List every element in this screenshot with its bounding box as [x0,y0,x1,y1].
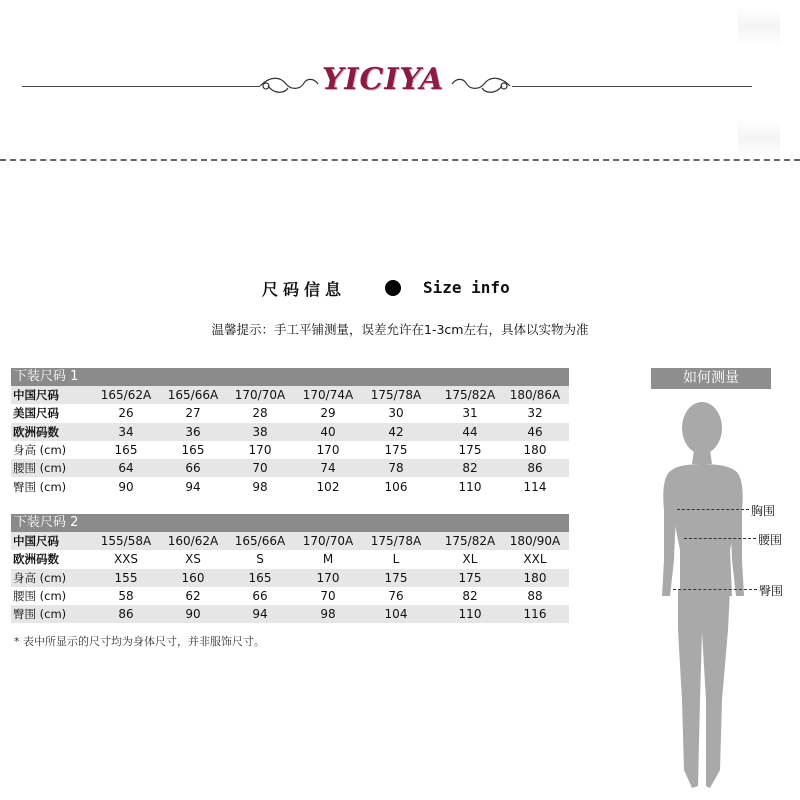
row-label: 中国尺码 [13,388,59,402]
table-cell: 165 [181,442,205,457]
table-cell: 170 [316,570,340,585]
table-cell: 114 [523,479,547,494]
waist-label: 腰围 [758,533,783,547]
table-cell: XS [185,552,201,567]
section-title-en: Size info [423,278,510,297]
table-cell: 62 [185,588,201,603]
table-cell: 30 [388,406,404,421]
table-row [11,423,569,441]
section-divider [0,159,800,161]
row-label: 臀围 (cm) [13,607,67,622]
table-cell: 29 [320,406,336,421]
body-silhouette-icon [650,400,760,792]
table-cell: 86 [527,461,543,476]
row-label: 欧洲码数 [13,424,59,439]
table-cell: 94 [185,479,201,494]
table-cell: 46 [527,424,543,439]
row-label: 中国尺码 [13,534,59,548]
table-cell: 70 [320,588,336,603]
footnote: * 表中所显示的尺寸均为身体尺寸，并非服饰尺寸。 [14,635,265,648]
chest-label: 胸围 [751,504,776,518]
table1-header: 下装尺码 1 [11,368,569,386]
decorative-smudge [738,120,780,158]
hip-label: 臀围 [759,584,784,598]
hip-measure-line [673,589,757,590]
table-cell: 170/70A [302,534,354,548]
table-cell: 170 [248,442,272,457]
table-cell: 42 [388,424,404,439]
table-cell: 27 [185,406,201,421]
table-cell: 102 [316,479,340,494]
table-row [11,459,569,477]
table-cell: 165/66A [167,388,219,402]
table-cell: 90 [185,607,201,622]
decorative-smudge [738,8,780,46]
table-cell: 78 [388,461,404,476]
table-cell: 70 [252,461,268,476]
row-label: 臀围 (cm) [13,479,67,494]
table-cell: 90 [118,479,134,494]
row-label: 身高 (cm) [13,442,67,457]
table-cell: 175 [458,442,482,457]
table-row [11,441,569,459]
bullet-dot-icon [385,280,401,296]
table-cell: 66 [185,461,201,476]
table-cell: 86 [118,607,134,622]
table-cell: 66 [252,588,268,603]
table-cell: 175/82A [444,388,496,402]
table-cell: 170/70A [234,388,286,402]
table-cell: 110 [458,607,482,622]
row-label: 身高 (cm) [13,570,67,585]
table-cell: 160/62A [167,534,219,548]
table-cell: 58 [118,588,134,603]
measurement-tip: 温馨提示：手工平铺测量，误差允许在1-3cm左右，具体以实物为准 [211,322,589,337]
row-label: 欧洲码数 [13,552,59,567]
ornament-left-icon [258,72,320,100]
table-cell: 116 [523,607,547,622]
table-cell: 180/86A [509,388,561,402]
table-cell: 170/74A [302,388,354,402]
chest-measure-line [677,509,749,510]
table-cell: 175/78A [370,388,422,402]
table-cell: 64 [118,461,134,476]
table-cell: 82 [462,588,478,603]
table-cell: 106 [384,479,408,494]
table-cell: 175/78A [370,534,422,548]
table-cell: 170 [316,442,340,457]
section-title-cn: 尺码信息 [262,280,347,299]
table-cell: L [392,552,400,567]
ornament-right-icon [450,72,512,100]
table-cell: 34 [118,424,134,439]
table-cell: 180 [523,442,547,457]
table-cell: 38 [252,424,268,439]
table-cell: 180/90A [509,534,561,548]
table-cell: 74 [320,461,336,476]
table-cell: S [256,552,264,567]
table-cell: 88 [527,588,543,603]
table-cell: XXS [113,552,139,567]
table-cell: 180 [523,570,547,585]
table-cell: 26 [118,406,134,421]
table-cell: 175 [384,570,408,585]
table-cell: 175 [458,570,482,585]
table-cell: 98 [252,479,268,494]
brand-logo: YICIYA [322,62,445,97]
table-cell: XL [462,552,478,567]
table-row [11,532,569,550]
table-cell: 28 [252,406,268,421]
table-row [11,569,569,587]
table-cell: 32 [527,406,543,421]
table-cell: 175 [384,442,408,457]
header-rule-right [512,86,752,87]
how-to-measure-header: 如何测量 [651,368,771,389]
table-cell: 155 [114,570,138,585]
row-label: 腰围 (cm) [13,461,67,476]
table-cell: 110 [458,479,482,494]
table-cell: 36 [185,424,201,439]
table-cell: 82 [462,461,478,476]
table-row [11,478,569,496]
table-row [11,587,569,605]
table-cell: 104 [384,607,408,622]
header-rule-left [22,86,260,87]
table-cell: 44 [462,424,478,439]
table-row [11,404,569,422]
table-cell: 165/66A [234,534,286,548]
table-cell: XXL [523,552,547,567]
waist-measure-line [684,538,756,539]
row-label: 腰围 (cm) [13,588,67,603]
table-row [11,386,569,404]
table-cell: 76 [388,588,404,603]
table-cell: 40 [320,424,336,439]
table-cell: 165 [248,570,272,585]
table-cell: 98 [320,607,336,622]
table2-header: 下装尺码 2 [11,514,569,532]
table-row [11,605,569,623]
table-cell: 175/82A [444,534,496,548]
row-label: 美国尺码 [13,406,59,421]
table-cell: 31 [462,406,478,421]
table-cell: 155/58A [100,534,152,548]
table-cell: M [322,552,334,567]
table-cell: 165 [114,442,138,457]
table-cell: 94 [252,607,268,622]
table-cell: 160 [181,570,205,585]
table-cell: 165/62A [100,388,152,402]
table-row [11,550,569,568]
